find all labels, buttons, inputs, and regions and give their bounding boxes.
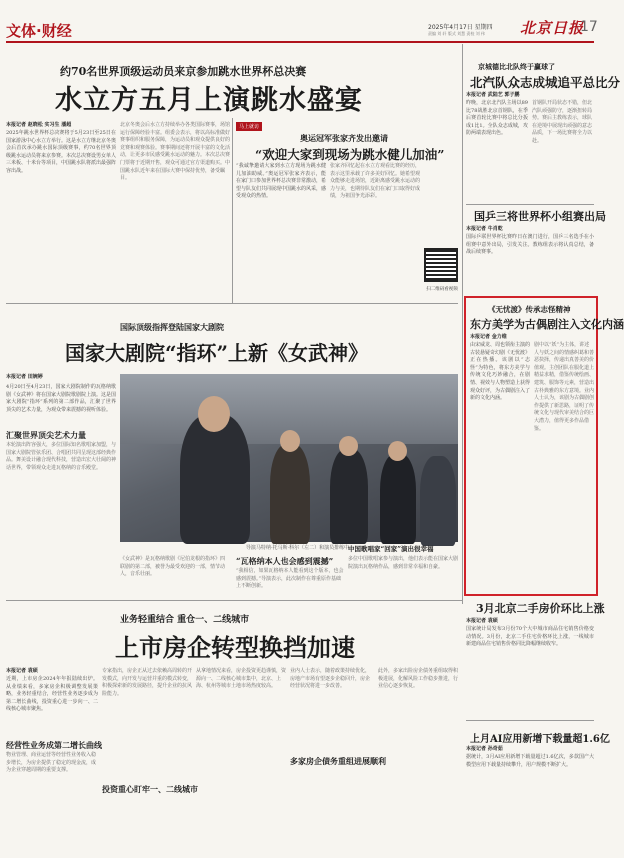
qr-label: 扫二维码看视频 [426,287,458,292]
business-byline: 本报记者 袁硕 [6,668,38,674]
sidebar-body-col2: 张家齐回忆起在水立方观看比赛的经历，表示这里承载了许多美好回忆。她希望观众能够走进场馆，近距离感受跳水运动的力与美，也期待队友们在家门口取得好成绩，为祖国争光添彩。 [330,163,421,200]
sidebar-body: “我诚挚邀请大家到水立方现场为跳水健儿加油助威。”奥运冠军张家齐表示，能在家门口参加世界杯总决赛非常激动，希望与队友们共同展现中国跳水的风采，感受观众的热情。 [236,163,327,200]
actor-figure [180,414,250,544]
feature-headline: 东方美学为古偶剧注入文化内涵 [470,318,624,331]
sidebar-kicker: 奥运冠军张家齐发出邀请 [300,133,388,143]
theatre-subhead-2: 中国歌唱家“回家”演出很幸福 [348,545,434,553]
theatre-headline: 国家大剧院“指环”上新《女武神》 [65,341,369,365]
sidebar-headline: “欢迎大家到现场为跳水健儿加油” [255,147,445,162]
right-rule-1 [466,204,594,205]
feature-body: 由宋威龙、周也领衔主演的古装悬疑奇幻剧《无忧渡》正在热播。该剧以“志怪”为特色，将东方美学与传统文化巧妙融合，在剧情、视效与人物塑造上获得观众好评，为古偶剧注入了新的文化内涵。 [470,342,531,402]
business-headline: 上市房企转型换挡加速 [115,633,355,662]
right-top-body-col2: 首钢队开局状态不错，但北汽队顽强防守，逐渐扭转局势。赛后主教练表示，球队在逆境中展现出顽强的意志品质，下一场比赛将全力以赴。 [532,100,593,144]
right-mid-body: 国际乒联世界杯比赛昨日在澳门进行，国乒三名选手在小组赛中意外出局，引发关注。教练组表示将认真总结，备战后续赛事。 [466,234,594,256]
lead-byline: 本报记者 赵晓松 实习生 潘超 [6,122,72,128]
actor-figure [420,456,456,546]
ai-headline: 上月AI应用新增下载量超1.6亿 [470,734,610,745]
sidebar-tag: 马上就访 [236,122,262,131]
lead-body: 2025年跳水世界杯总决赛将于5月23日至25日在国家游泳中心水立方举行。这是水立方继北京冬奥会后首次承办跳水国际顶级赛事，约70名世界顶级跳水运动员将来京参赛。本次总决赛设男女单人三米板、十米台等项目，中国跳水队将派出最强阵容出战。 [6,130,117,174]
theatre-subhead-1: 汇聚世界顶尖艺术力量 [6,430,86,440]
business-subhead-3: 多家房企债务重组进展顺利 [290,756,386,766]
qr-code[interactable] [424,248,458,282]
business-body-col4: 业内人士表示，随着政策持续优化，房地产市场有望逐步企稳回升，房企经营状况将进一步改善。 [290,668,371,690]
theatre-kicker: 国际顶级指挥登陆国家大剧院 [120,322,224,332]
theatre-body-2: 本轮演出阵容强大，多位国际知名歌唱家加盟，与国家大剧院管弦乐团、合唱团共同呈现这部经典作品。舞美设计融合现代科技，营造出宏大壮阔的神话世界，带领观众走进瓦格纳的音乐殿堂。 [6,442,117,471]
page-number: 17 [580,19,598,35]
business-kicker: 业务轻重结合 重仓一、二线城市 [120,615,250,625]
right-rule-2 [466,720,594,721]
ai-byline: 本报记者 孙奇茹 [466,746,503,752]
feature-byline: 本报记者 金力维 [470,334,507,340]
housing-headline: 3月北京二手房价环比上涨 [476,602,605,615]
left-right-divider [462,44,463,604]
housing-body: 国家统计局发布3月份70个大中城市商品住宅销售价格变动情况。3月份，北京二手住宅价格环比上涨，一线城市新建商品住宅销售价格同比降幅继续收窄。 [466,626,594,648]
actor-head [339,436,358,456]
right-top-byline: 本报记者 武陆艺 郭子鹏 [466,92,520,98]
business-body-col2: 专家指出，房企正从过去依赖高周转的开发模式，向开发与运营并重的模式转变，积极探索新的发展路径，提升企业的抗风险能力。 [102,668,193,697]
actor-head [280,430,300,452]
right-mid-byline: 本报记者 牛肖乾 [466,226,503,232]
lead-rule [232,118,233,303]
right-top-body: 昨晚，北京北汽队主场以89比78战胜北京首钢队，在季后赛首轮比赛中将总比分扳成1比1。全队众志成城，攻防两端表现出色。 [466,100,528,137]
theatre-body-col2: 《女武神》是瓦格纳歌剧《尼伯龙根的指环》四联剧的第二部，被誉为最受欢迎的一部，情节动人，音乐壮丽。 [120,556,226,578]
lead-headline: 水立方五月上演跳水盛宴 [55,85,363,116]
feature-body-col2: 剧中以“妖”为主体，讲述人与妖之间的情感纠葛和善恶抉择，传递出真善美的价值观。主创团队在服化道上精益求精，借鉴传统绘画、建筑、服饰等元素，营造出古朴典雅的东方意境。业内人士认为，该剧为古偶剧创作提供了新思路，证明了传统文化与现代审美结合的巨大潜力，值得更多作品借鉴。 [534,342,595,432]
business-subhead-2: 投资重心盯牢一、二线城市 [102,784,198,794]
rehearsal-photo [120,374,458,542]
theatre-subhead-3: “瓦格纳本人也会感到震撼” [236,556,334,566]
theatre-top-rule [6,303,458,304]
ai-body: 据统计，3月AI应用新增下载量超过1.6亿次，多款国产大模型应用下载量持续攀升，用户规模不断扩大。 [466,754,594,768]
paper-logo: 北京日报 [520,19,585,37]
right-top-kicker: 京城德比北队终于赢球了 [478,63,555,71]
right-mid-headline: 国乒三将世界杯小组赛出局 [474,210,606,223]
business-body-2: 物业管理、商业运营等经营性业务收入稳步增长，为房企提供了稳定的现金流，成为企业穿越周期的重要支撑。 [6,752,97,774]
business-subhead-1: 经营性业务成第二增长曲线 [6,740,102,750]
actor-figure [270,444,310,544]
theatre-body-col4: 多位中国歌唱家参与演出，他们表示能在国家大剧院演出瓦格纳作品，感到非常幸福和自豪。 [348,556,459,570]
issue-editors: 责编 刘 轩 版式 刘慧 责校 刘 伟 [428,31,485,36]
actor-head [198,396,230,432]
issue-date: 2025年4月17日 星期四 [428,24,493,31]
business-body: 近期，上市房企2024年年报陆续出炉。从业绩来看，多家房企积极调整发展策略，业务轻重结合，经营性业务逐步成为第二增长曲线，投资重心进一步向一、二线核心城市聚焦。 [6,676,98,713]
theatre-byline: 本报记者 田婉婷 [6,374,43,380]
actor-head [388,441,407,461]
theatre-body: 4月20日至4月23日，国家大剧院制作的瓦格纳歌剧《女武神》将在国家大剧院歌剧院上演。这是国家大剧院“指环”系列的第二部作品，汇聚了世界顶尖的艺术力量，为观众带来震撼的视听体验。 [6,384,117,413]
masthead-rule [6,41,594,43]
housing-byline: 本报记者 袁硕 [466,618,498,624]
section-title: 文体·财经 [6,22,72,40]
photo-caption: 导演马特纳·托马斯·科尔（左二）和演员排练中。 [245,545,355,551]
lead-kicker: 约70名世界顶级运动员来京参加跳水世界杯总决赛 [60,65,307,78]
business-body-col3: 从拿地情况来看，房企投资更趋谨慎，资源向一、二线核心城市集中，北京、上海、杭州等城市土地市场热度较高。 [196,668,287,690]
feature-kicker: 《无忧渡》传承志怪精神 [488,305,571,314]
business-top-rule [6,600,462,601]
lead-body-col2: 北京冬奥会后水立方持续举办各类国际赛事，场馆运行保障经验丰富。组委会表示，将以高标准做好赛事组织和服务保障，为运动员和观众提供良好的竞赛和观赛体验。赛事期间还将开展丰富的文化活动，让更多市民感受跳水运动的魅力。本次总决赛门票将于近期开售，观众可通过官方渠道购买。中国跳水队近年来在国际大赛中保持优势，备受瞩目。 [120,122,231,182]
theatre-body-col3: “我相信，如果瓦格纳本人能看到这个版本，也会感到震撼。”导演表示，此次制作在尊重原作基础上不断创新。 [236,568,344,590]
business-body-col5: 此外，多家出险房企债务重组取得积极进展，化解风险工作稳步推进，行业信心逐步恢复。 [378,668,459,690]
actor-figure [330,449,368,544]
actor-figure [380,454,416,544]
right-top-headline: 北汽队众志成城追平总比分 [470,75,621,90]
